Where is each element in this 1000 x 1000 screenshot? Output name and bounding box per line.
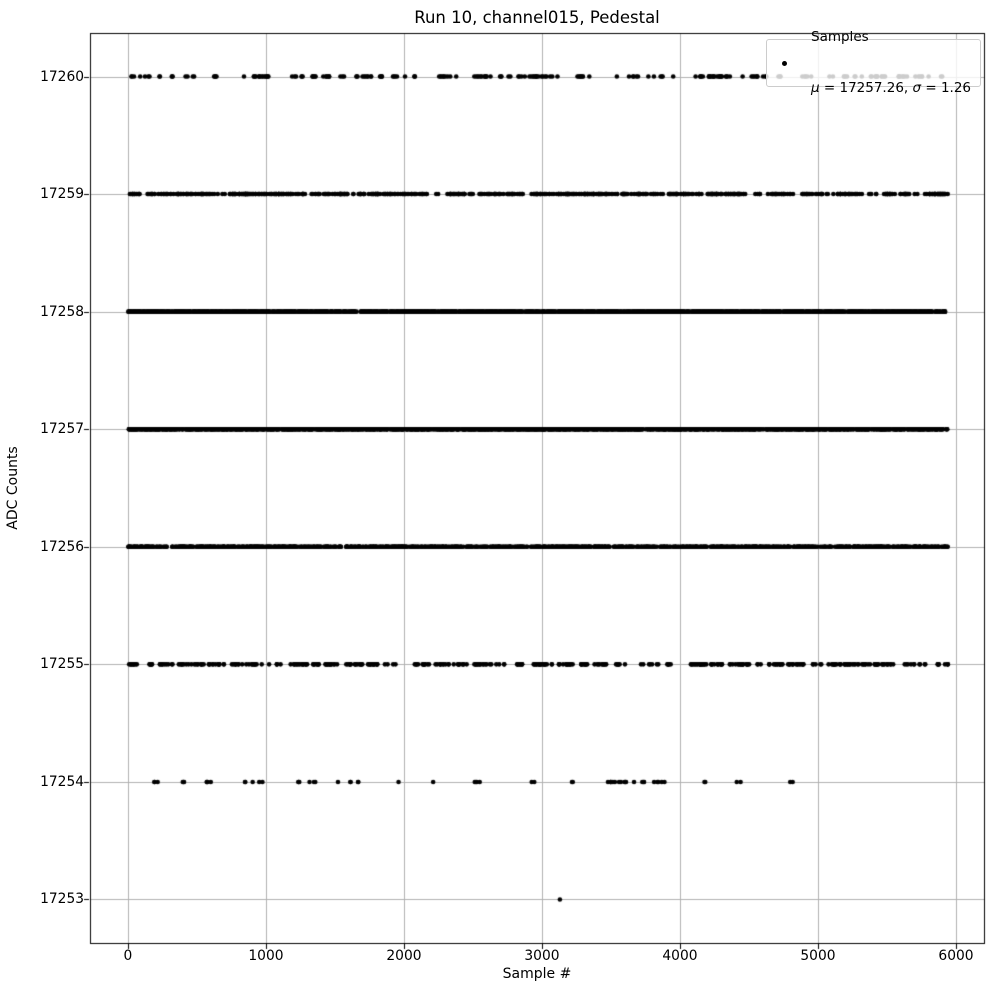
chart-title: Run 10, channel015, Pedestal bbox=[414, 8, 660, 27]
y-tick-label: 17257 bbox=[40, 421, 84, 438]
y-tick-label: 17253 bbox=[40, 891, 84, 908]
x-tick-label: 3000 bbox=[524, 948, 560, 964]
x-tick-label: 2000 bbox=[386, 948, 422, 964]
x-tick-label: 6000 bbox=[938, 948, 974, 964]
x-tick-label: 5000 bbox=[800, 948, 836, 964]
y-tick-label: 17255 bbox=[40, 656, 84, 673]
y-tick-label: 17259 bbox=[40, 186, 84, 203]
x-tick-label: 4000 bbox=[662, 948, 698, 964]
x-axis-label: Sample # bbox=[502, 966, 572, 982]
y-tick-label: 17254 bbox=[40, 773, 84, 790]
legend-label: Samples bbox=[811, 29, 869, 45]
y-tick-label: 17258 bbox=[40, 303, 84, 320]
y-tick-label: 17260 bbox=[40, 68, 84, 85]
samples-marker-icon bbox=[782, 61, 787, 66]
legend bbox=[766, 29, 981, 96]
legend-stats: μ = 17257.26, σ = 1.26 bbox=[811, 80, 972, 96]
x-tick-label: 1000 bbox=[248, 948, 284, 964]
mu-symbol: μ bbox=[811, 80, 820, 96]
y-axis-label: ADC Counts bbox=[5, 446, 21, 530]
sigma-symbol: σ bbox=[912, 80, 922, 96]
x-tick-label: 0 bbox=[123, 948, 133, 964]
y-tick-label: 17256 bbox=[40, 538, 84, 555]
